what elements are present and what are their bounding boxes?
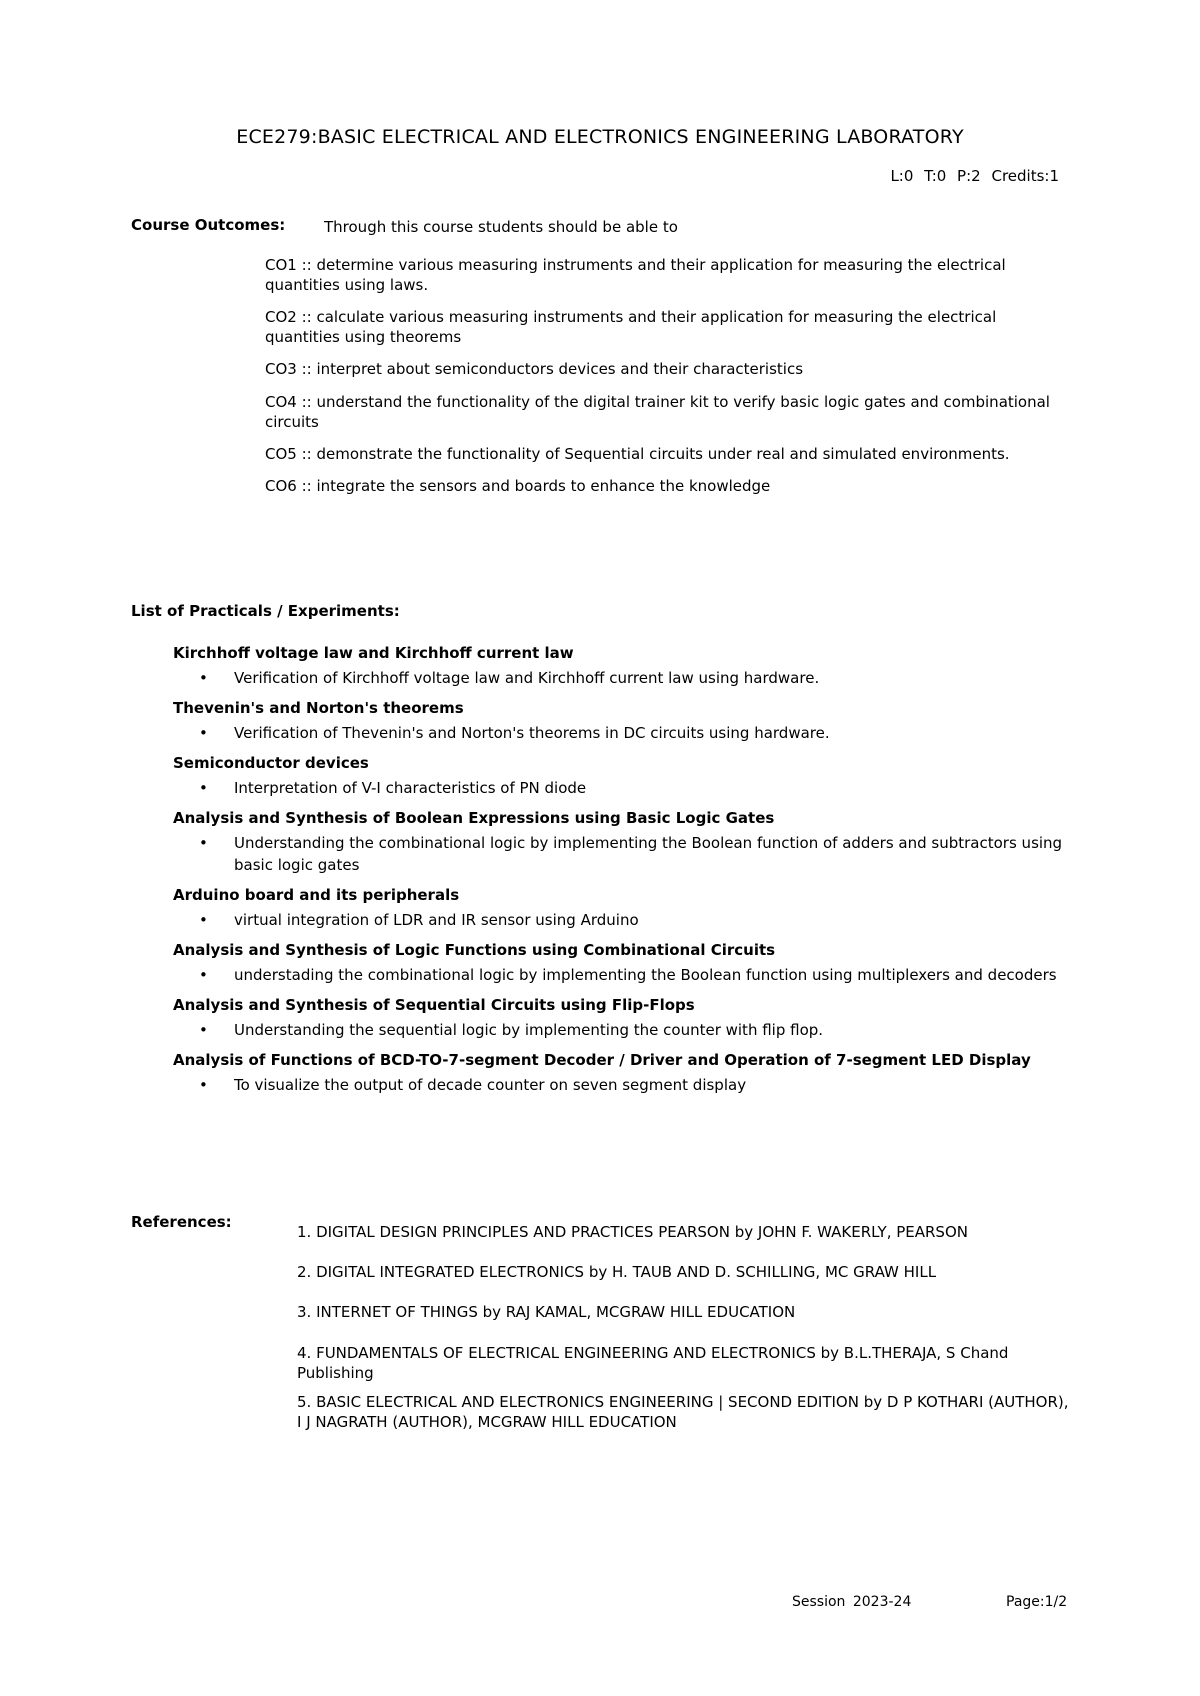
experiment-title: Analysis and Synthesis of Boolean Expressions using Basic Logic Gates (173, 809, 775, 827)
experiment (173, 808, 1063, 876)
experiment-bullets (173, 667, 1063, 689)
experiment (173, 995, 1063, 1041)
experiment-bullets (173, 777, 1063, 799)
experiment-bullets (173, 1019, 1063, 1041)
course-outcome-item: CO5 :: demonstrate the functionality of Sequential circuits under real and simulated environments. (265, 445, 1010, 463)
experiment-title: Analysis and Synthesis of Logic Functions using Combinational Circuits (173, 941, 776, 959)
experiment-bullets (173, 1074, 1063, 1096)
footer-page-number: Page:1/2 (1006, 1594, 1068, 1610)
experiment-bullet-text: Interpretation of V-I characteristics of PN diode (234, 779, 587, 797)
experiment-title: Semiconductor devices (173, 754, 369, 772)
experiment-bullets (173, 909, 1063, 931)
experiment-title: Analysis of Functions of BCD-TO-7-segment Decoder / Driver and Operation of 7-segment LED Display (173, 1051, 1031, 1069)
bullet-dot: • (199, 669, 208, 687)
experiment-bullet (173, 909, 1063, 931)
experiment-bullet-text: To visualize the output of decade counter on seven segment display (234, 1076, 747, 1094)
experiments-list (173, 643, 1063, 1105)
experiment (173, 940, 1063, 986)
experiment-bullet (173, 722, 1063, 744)
experiment (173, 1050, 1063, 1096)
experiment-bullet (173, 832, 1063, 876)
reference-item: 1. DIGITAL DESIGN PRINCIPLES AND PRACTICES PEARSON by JOHN F. WAKERLY, PEARSON (297, 1223, 968, 1241)
experiment-title: Kirchhoff voltage law and Kirchhoff current law (173, 644, 574, 662)
experiment-bullet-text: Understanding the sequential logic by implementing the counter with flip flop. (234, 1021, 824, 1039)
course-outcomes-intro: Through this course students should be able to (324, 218, 678, 236)
reference-item: 2. DIGITAL INTEGRATED ELECTRONICS by H. TAUB AND D. SCHILLING, MC GRAW HILL (297, 1263, 937, 1281)
credits-line: L:0 T:0 P:2 Credits:1 (890, 167, 1059, 185)
references-label: References: (131, 1213, 232, 1231)
experiment-bullet (173, 1019, 1063, 1041)
experiment-bullet-text: understading the combinational logic by implementing the Boolean function using multiplexers and decoders (234, 966, 1057, 984)
bullet-dot: • (199, 911, 208, 929)
experiment-title: Analysis and Synthesis of Sequential Circuits using Flip-Flops (173, 996, 695, 1014)
experiment (173, 753, 1063, 799)
bullet-dot: • (199, 724, 208, 742)
experiment-title: Arduino board and its peripherals (173, 886, 460, 904)
reference-item: 5. BASIC ELECTRICAL AND ELECTRONICS ENGINEERING | SECOND EDITION by D P KOTHARI (AUTHOR), I J NAGRATH (AUTHOR), MCGRAW HILL EDUCATION (297, 1393, 1069, 1431)
experiment (173, 643, 1063, 689)
course-outcome-item: CO6 :: integrate the sensors and boards to enhance the knowledge (265, 477, 771, 495)
experiment-bullet (173, 964, 1063, 986)
experiment-bullet-text: Verification of Thevenin's and Norton's theorems in DC circuits using hardware. (234, 724, 830, 742)
bullet-dot: • (199, 1076, 208, 1094)
references-list (297, 1222, 1077, 1432)
experiment-bullets (173, 964, 1063, 986)
experiment-bullet-text: Verification of Kirchhoff voltage law and Kirchhoff current law using hardware. (234, 669, 820, 687)
reference-item: 3. INTERNET OF THINGS by RAJ KAMAL, MCGRAW HILL EDUCATION (297, 1303, 796, 1321)
practicals-label: List of Practicals / Experiments: (131, 602, 400, 620)
page-title: ECE279:BASIC ELECTRICAL AND ELECTRONICS ENGINEERING LABORATORY (236, 126, 964, 148)
experiment-bullets (173, 832, 1063, 876)
experiment (173, 885, 1063, 931)
course-outcome-item: CO3 :: interpret about semiconductors devices and their characteristics (265, 360, 804, 378)
experiment-bullet (173, 1074, 1063, 1096)
course-outcome-item: CO4 :: understand the functionality of the digital trainer kit to verify basic logic gates and combinational circuits (265, 393, 1050, 431)
experiment-title: Thevenin's and Norton's theorems (173, 699, 464, 717)
bullet-dot: • (199, 779, 208, 797)
course-outcome-item: CO2 :: calculate various measuring instruments and their application for measuring the electrical quantities using theorems (265, 308, 997, 346)
course-outcome-item: CO1 :: determine various measuring instruments and their application for measuring the electrical quantities using laws. (265, 256, 1006, 294)
experiment-bullet (173, 777, 1063, 799)
experiment-bullet-text: Understanding the combinational logic by implementing the Boolean function of adders and subtractors using basic logic gates (234, 834, 1063, 874)
course-outcomes-list (265, 255, 1065, 508)
bullet-dot: • (199, 1021, 208, 1039)
experiment-bullet (173, 667, 1063, 689)
experiment-bullets (173, 722, 1063, 744)
bullet-dot: • (199, 834, 208, 852)
bullet-dot: • (199, 966, 208, 984)
footer-session: Session 2023-24 (792, 1594, 912, 1610)
course-outcomes-label: Course Outcomes: (131, 216, 286, 234)
reference-item: 4. FUNDAMENTALS OF ELECTRICAL ENGINEERING AND ELECTRONICS by B.L.THERAJA, S Chand Publishing (297, 1344, 1009, 1382)
experiment-bullet-text: virtual integration of LDR and IR sensor using Arduino (234, 911, 639, 929)
experiment (173, 698, 1063, 744)
